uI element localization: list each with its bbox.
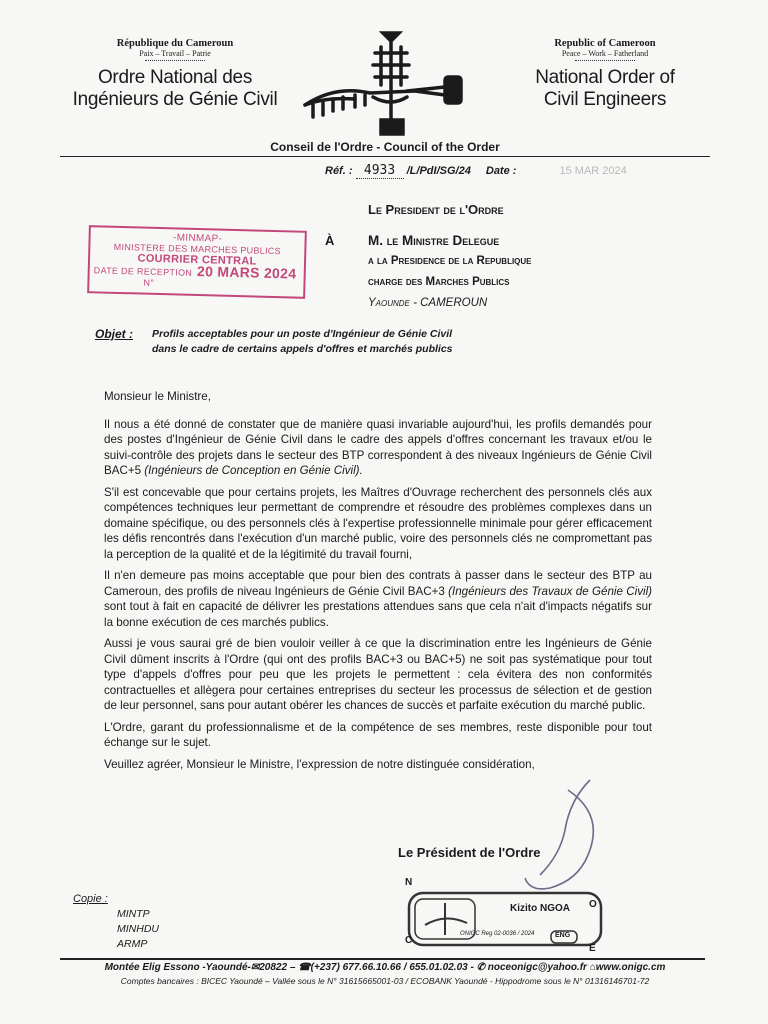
paragraph-6: Veuillez agréer, Monsieur le Ministre, l'expression de notre distinguée considération, [104, 757, 535, 771]
recipient-line-1: M. le Ministre Delegue [368, 233, 500, 248]
signatory-name: Kizito NGOA [510, 903, 570, 914]
ref-suffix: /L/PdI/SG/24 [406, 165, 471, 177]
paragraph-3 [104, 568, 652, 630]
copy-label: Copie : [73, 893, 108, 905]
recipient-line-4: Yaounde - CAMEROUN [368, 297, 488, 309]
footer-rule [60, 958, 705, 960]
paragraph-2: S'il est concevable que pour certains projets, les Maîtres d'Ouvrage recherchent des personnels clés aux compétences techniques leur permettant de comprendre et résoudre des problèmes complexes dans un domaine spécifique, ou des personnels clés à l'expertise professionnelle minimale pour gérer efficacement les défis rencontrés dans l'exécution d'un marché public, voire des personnels clés ne compromettant pas la perception de la qualité et de la légitimité du travail fourni, [104, 485, 652, 561]
seal-badge: ENG [555, 932, 571, 939]
copy-item: MINTP [117, 908, 150, 920]
recipient-line-3: charge des Marches Publics [368, 276, 510, 288]
divider [575, 60, 635, 61]
object-line-1: Profils acceptables pour un poste d'Ingénieur de Génie Civil [152, 328, 453, 340]
order-logo [295, 25, 485, 150]
republic-fr: République du Cameroun [116, 38, 234, 49]
stamp-line-2: MINISTERE DES MARCHES PUBLICS [113, 241, 282, 257]
motto-en: Peace – Work – Fatherland [561, 49, 649, 58]
handwritten-signature-icon [470, 760, 610, 900]
org-name-en-2: Civil Engineers [543, 89, 667, 110]
recipient-prefix: À [325, 233, 335, 248]
divider [145, 60, 205, 61]
republic-en: Republic of Cameroon [554, 38, 656, 49]
seal-registration: ONIGC Reg 02-0036 / 2024 [460, 931, 535, 937]
date-stamp-faded: 15 MAR 2024 [559, 165, 627, 177]
copy-list [117, 907, 159, 952]
org-name-fr-1: Ordre National des [97, 67, 253, 88]
stamp-line-3: COURRIER CENTRAL [137, 252, 257, 268]
letter-body [104, 389, 652, 778]
official-seal [405, 877, 605, 954]
paragraph-3-text-a: Il n'en demeure pas moins acceptable que pour bien des contrats à passer dans le secteur des BTP au Cameroun, des profils de niveau Ingénieurs de Génie Civil BAC+3 [104, 569, 652, 598]
paragraph-3-text-b: sont tout à fait en capacité de délivrer les prestations attendues sans que cela n'ait d'impacts négatifs sur la bonne exécution de ces marchés publics. [104, 600, 652, 629]
logo-emblem-icon [295, 25, 485, 150]
paragraph-1-text: Il nous a été donné de constater que de manière quasi invariable aujourd'hui, les profils demandés pour des postes d'Ingénieur de Génie Civil dans le cadre des appels d'offres concernant les travaux et/ou le suivi-contrôle des projets dans le secteur des BTP correspondent à des niveaux Ingénieurs de Génie Civil BAC+5 [104, 417, 652, 477]
footer-contact: Montée Elig Essono -Yaoundé-✉20822 – ☎(+237) 677.66.10.66 / 655.01.02.03 - ✆ noceonigc@yahoo.fr ⌂www.onigc.cm [104, 962, 666, 973]
reception-stamp [87, 225, 307, 299]
signature-title: Le Président de l'Ordre [398, 845, 541, 860]
stamp-date-value: 20 MARS 2024 [196, 263, 297, 282]
recipient-block [368, 230, 532, 314]
sender-title: Le President de l'Ordre [368, 202, 504, 217]
seal-frame-icon [405, 885, 605, 953]
paragraph-1-italic: (Ingénieurs de Conception en Génie Civil). [144, 464, 363, 477]
org-name-fr-2: Ingénieurs de Génie Civil [72, 89, 278, 110]
council-title: Conseil de l'Ordre - Council of the Order [270, 140, 500, 154]
footer-bank: Comptes bancaires : BICEC Yaoundé – Vallée sous le N° 31615665001-03 / ECOBANK Yaoundé - Hippodrome sous le N° 01316146701-72 [120, 976, 650, 986]
ref-label: Réf. : [325, 165, 353, 177]
salutation: Monsieur le Ministre, [104, 390, 211, 403]
date-label: Date : [485, 165, 517, 177]
paragraph-1 [104, 417, 652, 479]
object-label: Objet : [95, 327, 133, 341]
stamp-date-label: DATE DE RECEPTION [93, 265, 193, 278]
stamp-number: N° [143, 277, 155, 288]
paragraph-5: L'Ordre, garant du professionnalisme et de la compétence de ses membres, reste disponible pour tout échange sur le sujet. [104, 720, 652, 749]
paragraph-3-italic: (Ingénieurs des Travaux de Génie Civil) [448, 584, 652, 598]
header-left [60, 38, 290, 111]
stamp-line-1: -MINMAP- [172, 232, 223, 245]
object-line-2: dans le cadre de certains appels d'offres et marchés publics [152, 343, 453, 355]
recipient-line-2: a la Presidence de la Republique [368, 255, 532, 267]
seal-letter-c: C [405, 935, 413, 946]
seal-letter-n: N [405, 877, 413, 888]
ref-number: 4933 [356, 163, 404, 179]
object-text [152, 327, 453, 357]
seal-letter-o: O [589, 899, 597, 910]
reference-line [325, 163, 627, 179]
org-name-en-1: National Order of [535, 67, 675, 88]
header-rule [60, 156, 710, 157]
copy-item: ARMP [117, 938, 148, 950]
header-right [500, 38, 710, 111]
seal-letter-e: E [589, 943, 596, 954]
motto-fr: Paix – Travail – Patrie [139, 49, 211, 58]
copy-item: MINHDU [117, 923, 159, 935]
paragraph-4: Aussi je vous saurai gré de bien vouloir veiller à ce que la discrimination entre les Ingénieurs de Génie Civil dûment inscrits à l'Ordre (qui ont des profils BAC+3 ou BAC+5) ne soit pas systématique pour tout type d'appels d'offres pour peu que les projets le permettent : cela évitera des non conformités contractuelles et allègera pour certaines entreprises du secteur les processus de sélection et de gestion de leur personnel, sans pour autant obérer les chances de succès et parfaite exécution du marché public. [104, 637, 652, 712]
